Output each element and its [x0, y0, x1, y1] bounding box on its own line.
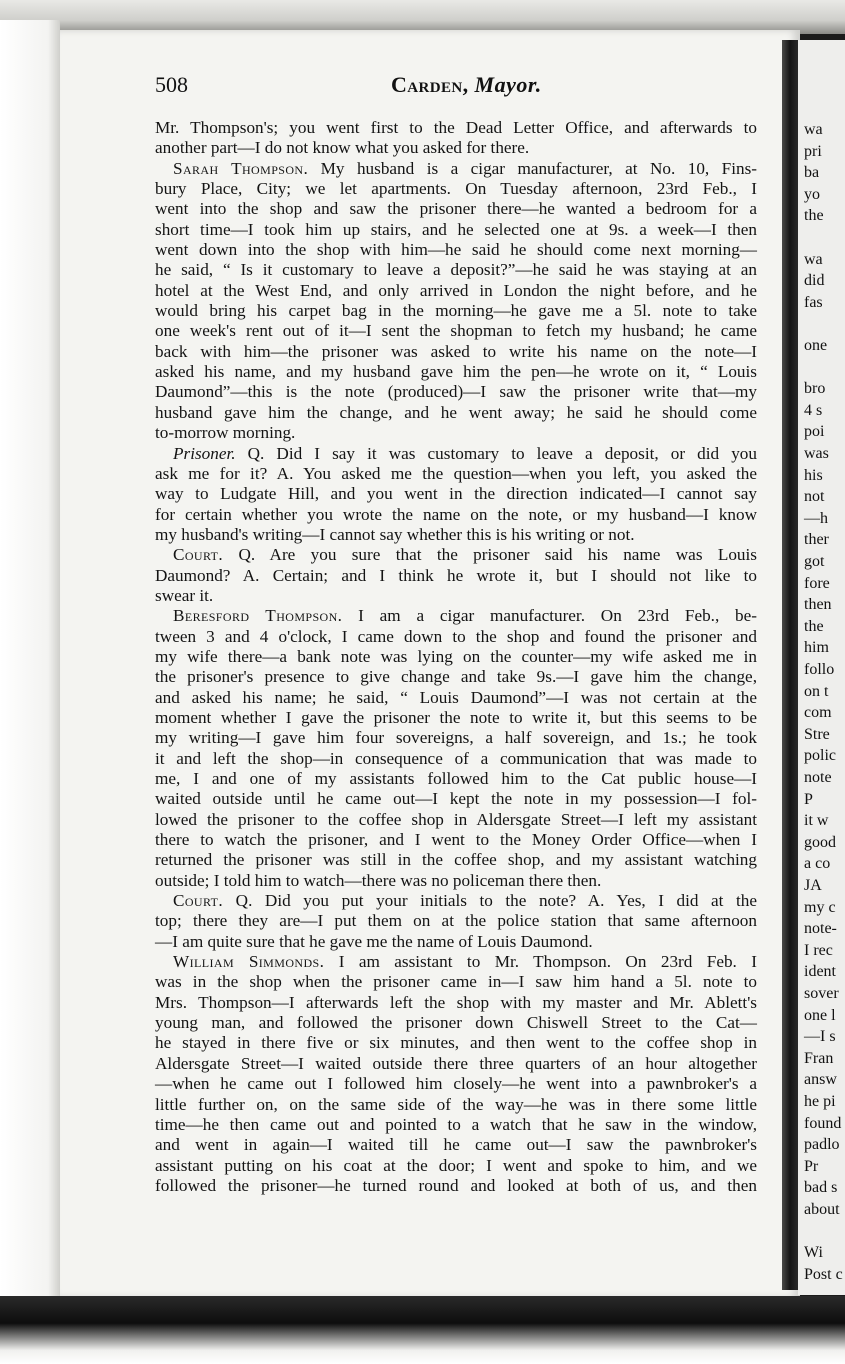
- facing-page-text: —I s: [804, 1028, 836, 1046]
- facing-page-text: fas: [804, 293, 823, 311]
- text-line: [155, 525, 757, 545]
- text-line: [155, 871, 757, 891]
- line-text: young man, and followed the prisoner down Chiswell Street to the Cat—: [155, 1013, 757, 1033]
- facing-page-text: padlo: [804, 1136, 840, 1154]
- facing-page-text: Fran: [804, 1049, 834, 1067]
- scan-bottom-edge: [0, 1296, 845, 1364]
- line-text: short time—I took him up stairs, and he selected one at 9s. a week—I then: [155, 219, 757, 239]
- line-text: he stayed in there five or six minutes, and then went to the coffee shop in: [155, 1033, 757, 1053]
- line-text: Mr. Thompson's; you went first to the Dead Letter Office, and afterwards to: [155, 118, 757, 137]
- text-line: [155, 362, 757, 382]
- text-line: [155, 911, 757, 931]
- facing-page-text: ident: [804, 963, 836, 981]
- line-text: little further on, on the same side of the way—he was in there some little: [155, 1094, 757, 1114]
- facing-page-text: P: [804, 790, 813, 808]
- facing-page-text: about: [804, 1201, 840, 1218]
- line-text: my writing—I gave him four sovereigns, a half sovereign, and 1s.; he took: [155, 728, 757, 748]
- line-text: was in the shop when the prisoner came in—I saw him hand a 5l. note to: [155, 972, 757, 992]
- text-line: [155, 1013, 757, 1033]
- line-text: outside; I told him to watch—there was no policeman there then.: [155, 870, 602, 890]
- facing-page-text: did: [804, 272, 825, 290]
- body-text: [155, 118, 757, 1196]
- text-line: [155, 708, 757, 728]
- line-text: Daumond? A. Certain; and I think he wrote it, but I should not like to: [155, 565, 757, 585]
- facing-page-text: my c: [804, 898, 836, 916]
- speaker-name: Sarah Thompson.: [173, 158, 309, 178]
- line-text: —I am quite sure that he gave me the name of Louis Daumond.: [155, 931, 593, 951]
- facing-page-text: the: [804, 617, 824, 635]
- line-text: went into the shop and saw the prisoner there—he wanted a bedroom for a: [155, 199, 757, 219]
- text-line: [155, 403, 757, 423]
- line-text: Daumond”—this is the note (produced)—I saw the prisoner write that—my: [155, 382, 757, 402]
- facing-page-text: polic: [804, 747, 836, 765]
- facing-page-text: Pr: [804, 1157, 819, 1175]
- text-line: [155, 993, 757, 1013]
- line-text: another part—I do not know what you asked for there.: [155, 138, 530, 158]
- line-text: back with him—the prisoner was asked to write his name on the note—I: [155, 341, 757, 361]
- facing-page-text: follo: [804, 661, 835, 678]
- text-line: [155, 586, 757, 606]
- line-text: my husband's writing—I cannot say whether this is his writing or not.: [155, 524, 635, 544]
- text-line: [155, 1033, 757, 1053]
- speaker-name: William Simmonds.: [173, 952, 325, 972]
- line-text: would bring his carpet bag in the morning—he gave me a 5l. note to take: [155, 301, 757, 321]
- facing-page-text: wa: [804, 250, 823, 268]
- facing-page-text: JA: [804, 877, 822, 894]
- text-line: [155, 301, 757, 321]
- facing-page-text: Post c: [804, 1265, 843, 1283]
- text-line: [155, 199, 757, 219]
- text-line: [155, 505, 757, 525]
- facing-page-text: Wi: [804, 1244, 823, 1262]
- text-line: [155, 118, 757, 138]
- running-head: [155, 72, 755, 102]
- text-line: [155, 260, 757, 280]
- text-line: [155, 464, 757, 484]
- text-line: [155, 606, 757, 626]
- line-text: one week's rent out of it—I sent the shopman to fetch my husband; he came: [155, 321, 757, 341]
- text-line: [155, 138, 757, 158]
- line-text: went down into the shop with him—he said he should come next morning—: [155, 240, 757, 260]
- text-line: [155, 423, 757, 443]
- line-text: asked his name, and my husband gave him the pen—he wrote on it, “ Louis: [155, 362, 757, 382]
- facing-page-text: poi: [804, 423, 825, 441]
- facing-page-text: one: [804, 337, 828, 354]
- facing-page-text: bro: [804, 380, 826, 398]
- text-line: [155, 728, 757, 748]
- text-line: [155, 281, 757, 301]
- text-line: [155, 952, 757, 972]
- facing-page-text: not: [804, 488, 825, 506]
- facing-page-text: it w: [804, 812, 829, 830]
- speaker-name: Court.: [173, 545, 224, 565]
- line-text: way to Ludgate Hill, and you went in the direction indicated—I cannot say: [155, 484, 757, 504]
- text-line: [155, 850, 757, 870]
- facing-page-text: wa: [804, 121, 823, 138]
- facing-page-text: yo: [804, 185, 820, 203]
- facing-page-text: fore: [804, 574, 830, 592]
- speaker-name: Beresford Thompson.: [173, 606, 343, 626]
- facing-page-text: was: [804, 445, 829, 462]
- text-line: [155, 647, 757, 667]
- facing-page-text: pri: [804, 142, 822, 160]
- facing-page-text: ther: [804, 531, 829, 549]
- text-line: [155, 769, 757, 789]
- facing-page-text: found: [804, 1114, 842, 1132]
- text-line: [155, 749, 757, 769]
- line-text: ask me for it? A. You asked me the question—when you left, you asked the: [155, 463, 757, 483]
- line-text: moment whether I gave the prisoner the note to write it, but this seems to be: [155, 707, 757, 727]
- text-line: [155, 1176, 757, 1196]
- text-line: [155, 159, 757, 179]
- line-text: he said, “ Is it customary to leave a deposit?”—he said he was staying at an: [155, 260, 757, 280]
- line-text: to-morrow morning.: [155, 423, 296, 443]
- scan-top-edge: [0, 0, 845, 34]
- line-text: husband gave him the change, and he went away; he said he should come: [155, 402, 757, 422]
- line-text: lowed the prisoner to the coffee shop in Aldersgate Street—I left my assistant: [155, 809, 757, 829]
- line-text: top; there they are—I put them on at the police station that same afternoon: [155, 911, 757, 931]
- text-line: [155, 972, 757, 992]
- line-text: the prisoner's presence to give change and take 9s.—I gave him the change,: [155, 667, 757, 687]
- text-line: [155, 1054, 757, 1074]
- text-line: [155, 830, 757, 850]
- line-text: swear it.: [155, 585, 214, 605]
- running-title: [391, 72, 542, 98]
- facing-page-text: got: [804, 553, 825, 570]
- facing-page-fragment: [798, 40, 845, 1295]
- line-text: tween 3 and 4 o'clock, I came down to the shop and found the prisoner and: [155, 626, 757, 646]
- line-text: me, I and one of my assistants followed him to the Cat public house—I: [155, 769, 757, 788]
- text-line: [155, 382, 757, 402]
- facing-page-text: sover: [804, 985, 839, 1002]
- text-line: [155, 240, 757, 260]
- facing-page-text: I rec: [804, 941, 833, 959]
- facing-page-text: good: [804, 833, 836, 851]
- facing-page-text: Stre: [804, 725, 830, 743]
- line-text: Q. Did you put your initials to the note? A. Yes, I did at the: [223, 891, 757, 911]
- facing-page-text: 4 s: [804, 401, 823, 419]
- text-line: [155, 1115, 757, 1135]
- text-line: [155, 545, 757, 565]
- text-line: [155, 342, 757, 362]
- facing-page-text: ba: [804, 164, 820, 182]
- text-line: [155, 566, 757, 586]
- facing-page-text: answ: [804, 1071, 837, 1089]
- facing-page-text: the: [804, 207, 824, 225]
- text-line: [155, 179, 757, 199]
- text-line: [155, 789, 757, 809]
- facing-page-text: him: [804, 639, 829, 657]
- text-line: [155, 1095, 757, 1115]
- line-text: my wife there—a bank note was lying on the counter—my wife asked me in: [155, 646, 757, 666]
- text-line: [155, 1074, 757, 1094]
- facing-page-text: one l: [804, 1006, 836, 1024]
- line-text: Q. Are you sure that the prisoner said his name was Louis: [223, 545, 757, 565]
- facing-page-text: a co: [804, 855, 831, 873]
- line-text: assistant putting on his coat at the door; I went and spoke to him, and we: [155, 1155, 757, 1175]
- facing-page-text: he pi: [804, 1093, 836, 1110]
- line-text: and went in again—I waited till he came out—I saw the pawnbroker's: [155, 1135, 757, 1155]
- book-gutter: [782, 40, 798, 1290]
- text-line: [155, 1135, 757, 1155]
- text-line: [155, 321, 757, 341]
- line-text: returned the prisoner was still in the coffee shop, and my assistant watching: [155, 850, 757, 870]
- line-text: followed the prisoner—he turned round and looked at both of us, and then: [155, 1175, 757, 1195]
- facing-page-text: note: [804, 769, 832, 786]
- facing-page-text: his: [804, 466, 823, 484]
- text-line: [155, 220, 757, 240]
- line-text: I am assistant to Mr. Thompson. On 23rd Feb. I: [324, 952, 757, 972]
- line-text: —when he came out I followed him closely—he went into a pawnbroker's a: [155, 1074, 757, 1094]
- line-text: there to watch the prisoner, and I went to the Money Order Office—when I: [155, 830, 757, 850]
- running-title-name: Carden,: [391, 72, 469, 97]
- line-text: waited outside until he came out—I kept the note in my possession—I fol-: [155, 789, 757, 809]
- line-text: time—he then came out and pointed to a watch that he saw in the window,: [155, 1114, 757, 1134]
- speaker-name: Court.: [173, 891, 224, 911]
- facing-page-text: then: [804, 596, 832, 614]
- text-line: [155, 810, 757, 830]
- line-text: bury Place, City; we let apartments. On Tuesday afternoon, 23rd Feb., I: [155, 179, 757, 199]
- text-line: [155, 667, 757, 687]
- line-text: it and left the shop—in consequence of a communication that was made to: [155, 748, 757, 768]
- line-text: for certain whether you wrote the name on the note, or my husband—I know: [155, 504, 757, 524]
- line-text: and asked his name; he said, “ Louis Daumond”—I was not certain at the: [155, 687, 757, 707]
- line-text: My husband is a cigar manufacturer, at No. 10, Fins-: [308, 158, 758, 178]
- text-line: [155, 688, 757, 708]
- facing-page-text: com: [804, 704, 832, 722]
- page-number: 508: [155, 72, 188, 97]
- facing-page-text: note-: [804, 920, 837, 938]
- text-line: [155, 444, 757, 464]
- text-line: [155, 932, 757, 952]
- line-text: Mrs. Thompson—I afterwards left the shop with my master and Mr. Ablett's: [155, 992, 757, 1012]
- line-text: Q. Did I say it was customary to leave a deposit, or did you: [235, 443, 757, 463]
- running-title-office: Mayor.: [474, 72, 542, 97]
- text-line: [155, 484, 757, 504]
- text-line: [155, 1156, 757, 1176]
- text-line: [155, 891, 757, 911]
- line-text: Aldersgate Street—I waited outside there three quarters of an hour altogether: [155, 1053, 757, 1073]
- facing-page-text: on t: [804, 682, 829, 700]
- facing-page-text: —h: [804, 509, 828, 527]
- text-line: [155, 627, 757, 647]
- speaker-name: Prisoner.: [173, 443, 236, 463]
- scan-left-margin: [0, 20, 60, 1300]
- facing-page-text: bad s: [804, 1179, 838, 1197]
- line-text: I am a cigar manufacturer. On 23rd Feb., be-: [342, 606, 757, 626]
- line-text: hotel at the West End, and only arrived in London the night before, and he: [155, 280, 757, 300]
